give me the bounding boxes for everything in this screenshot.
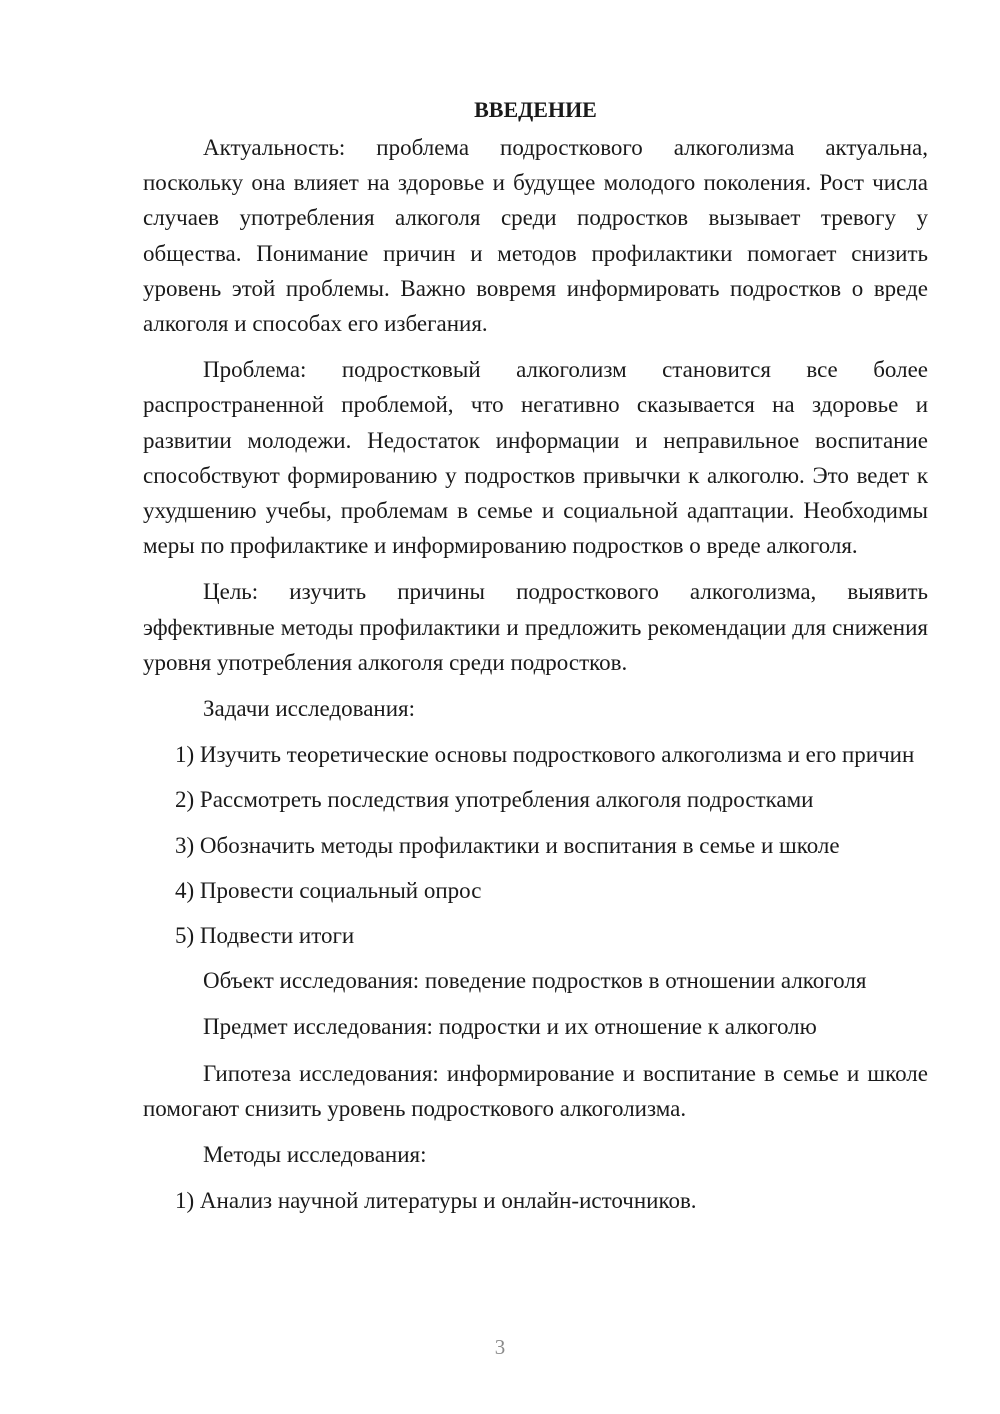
task-item: 4) Провести социальный опрос xyxy=(175,877,482,903)
relevance-paragraph: Актуальность: проблема подросткового алкоголизма актуальна, поскольку она влияет на здоровье и будущее молодого поколения. Рост числа случаев употребления алкоголя среди подростков вызывает тревогу у общества. Понимание причин и методов профилактики помогает снизить уровень этой проблемы. Важно вовремя информировать подростков о вреде алкоголя и способах его избегания. xyxy=(143,135,928,337)
task-item: 3) Обозначить методы профилактики и воспитания в семье и школе xyxy=(175,832,840,858)
research-object: Объект исследования: поведение подростков в отношении алкоголя xyxy=(203,968,867,994)
problem-paragraph: Проблема: подростковый алкоголизм становится все более распространенной проблемой, что негативно сказывается на здоровье и развитии молодежи. Недостаток информации и неправильное воспитание способствуют формированию у подростков привычки к алкоголю. Это ведет к ухудшению учебы, проблемам в семье и социальной адаптации. Необходимы меры по профилактике и информированию подростков о вреде алкоголя. xyxy=(143,357,928,559)
page-content xyxy=(143,92,928,1228)
hypothesis-paragraph: Гипотеза исследования: информирование и воспитание в семье и школе помогают снизить уровень подросткового алкоголизма. xyxy=(143,1060,928,1121)
goal-paragraph: Цель: изучить причины подросткового алкоголизма, выявить эффективные методы профилактики и предложить рекомендации для снижения уровня употребления алкоголя среди подростков. xyxy=(143,579,928,675)
task-item: 2) Рассмотреть последствия употребления алкоголя подростками xyxy=(175,787,814,813)
methods-heading: Методы исследования: xyxy=(203,1142,427,1168)
tasks-heading: Задачи исследования: xyxy=(203,696,416,722)
task-item: 1) Изучить теоретические основы подросткового алкоголизма и его причин xyxy=(175,742,915,768)
section-heading: ВВЕДЕНИЕ xyxy=(474,97,597,122)
research-subject: Предмет исследования: подростки и их отношение к алкоголю xyxy=(203,1014,817,1040)
task-item: 5) Подвести итоги xyxy=(175,923,355,949)
page-number: 3 xyxy=(494,1335,506,1359)
method-item: 1) Анализ научной литературы и онлайн-источников. xyxy=(175,1188,697,1214)
